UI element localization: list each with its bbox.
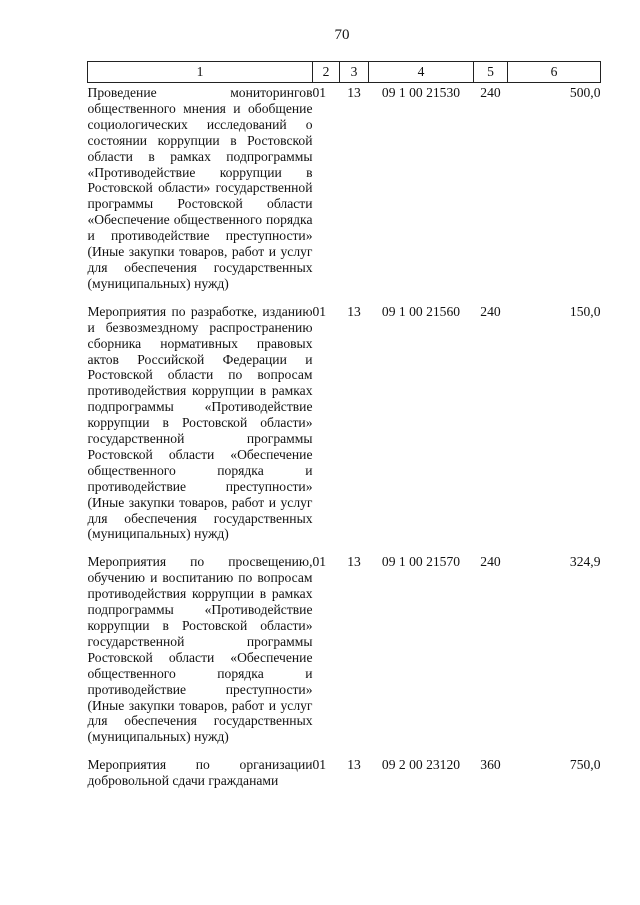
- row-expense-type: 360: [480, 757, 501, 773]
- row-description: Мероприятия по разработке, изданию и безвозмездному распространению сборника нормативных правовых актов Российской Федерации и Ростовской области по вопросам противодействия коррупции в рамках подпрограммы «Противодействие коррупции в Ростовской области» государственной программы Ростовской области «Обеспечение общественного порядка и противодействие преступности» (Иные закупки товаров, работ и услуг для обеспечения государственных (муниципальных) нужд): [87, 303, 313, 542]
- row-amount: 150,0: [569, 303, 601, 319]
- row-amount: 324,9: [569, 554, 601, 570]
- table-row: [88, 302, 601, 553]
- row-expense-type: 240: [480, 85, 501, 100]
- table-row: [88, 83, 601, 302]
- row-subsection: 13: [347, 303, 361, 319]
- row-expense-type: 240: [480, 303, 501, 319]
- header-col-3: 3: [340, 62, 369, 83]
- header-col-1: 1: [88, 62, 313, 83]
- row-description: Мероприятия по организации добровольной сдачи гражданами: [87, 757, 313, 789]
- row-subsection: 13: [347, 554, 361, 570]
- row-amount: 750,0: [569, 757, 601, 773]
- header-col-6: 6: [508, 62, 601, 83]
- row-section: 01: [312, 85, 327, 100]
- row-amount: 500,0: [569, 85, 601, 100]
- row-section: 01: [312, 757, 327, 773]
- budget-table: [87, 61, 601, 799]
- row-subsection: 13: [347, 757, 361, 773]
- table-row: [88, 552, 601, 755]
- row-expense-type: 240: [480, 554, 501, 570]
- row-subsection: 13: [347, 85, 361, 100]
- header-col-2: 2: [313, 62, 340, 83]
- row-target-code: 09 1 00 21570: [381, 554, 461, 570]
- header-col-5: 5: [474, 62, 508, 83]
- row-section: 01: [312, 554, 327, 570]
- row-section: 01: [312, 303, 327, 319]
- row-target-code: 09 1 00 21530: [381, 85, 461, 100]
- header-row: [88, 62, 601, 83]
- header-col-4: 4: [369, 62, 474, 83]
- table-row: [88, 755, 601, 799]
- page-number: 70: [334, 27, 350, 43]
- row-description: Проведение мониторингов общественного мнения и обобщение социологических исследований о состоянии коррупции в Ростовской области в рамках подпрограммы «Противодействие коррупции в Ростовской области» государственной программы Ростовской области «Обеспечение общественного порядка и противодействие преступности» (Иные закупки товаров, работ и услуг для обеспечения государственных (муниципальных) нужд): [87, 85, 313, 291]
- row-target-code: 09 2 00 23120: [381, 757, 461, 773]
- row-description: Мероприятия по просвещению, обучению и воспитанию по вопросам противодействия коррупции в рамках подпрограммы «Противодействие коррупции в Ростовской области» государственной программы Ростовской области «Обеспечение общественного порядка и противодействие преступности» (Иные закупки товаров, работ и услуг для обеспечения государственных (муниципальных) нужд): [87, 554, 313, 745]
- row-target-code: 09 1 00 21560: [381, 303, 461, 319]
